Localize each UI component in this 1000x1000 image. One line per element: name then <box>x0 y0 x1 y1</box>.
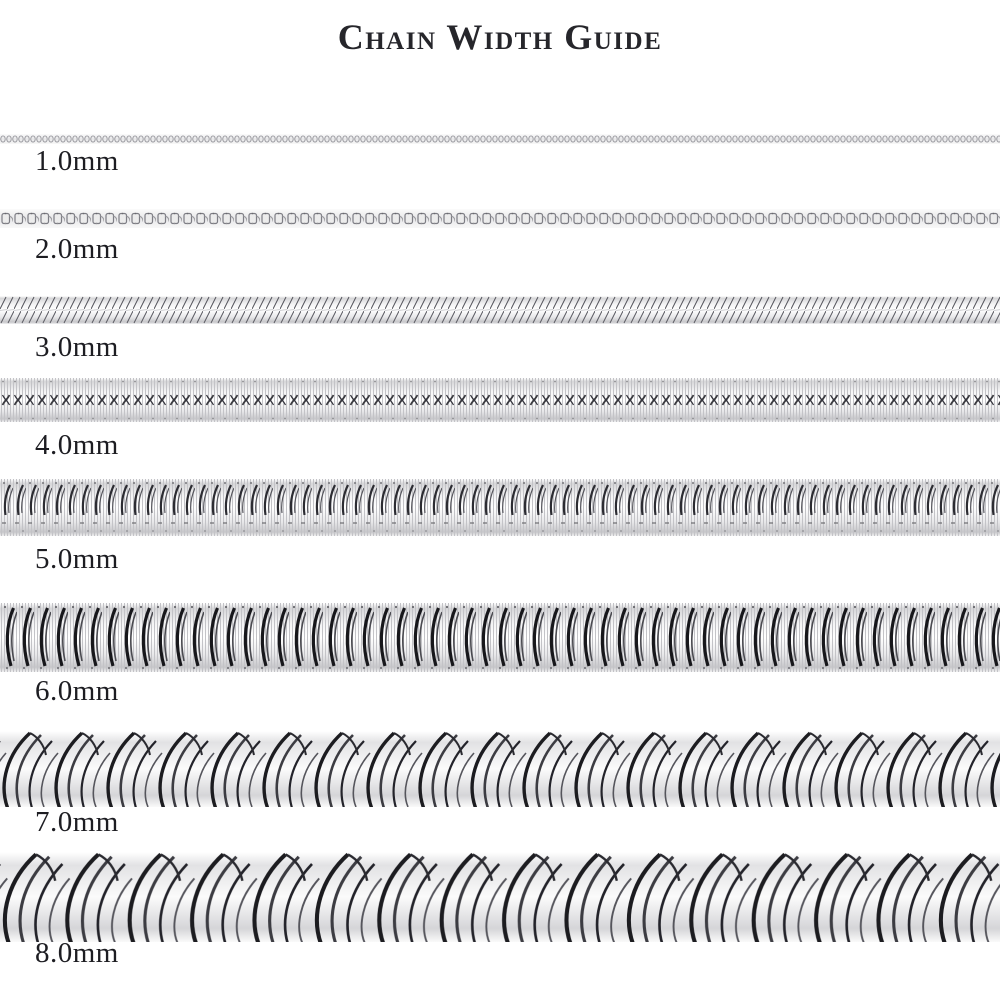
chain-image-box-2mm <box>0 209 1000 228</box>
chain-row-7mm <box>0 731 1000 839</box>
chain-row-5mm <box>0 479 1000 576</box>
chain-width-label-2mm: 2.0mm <box>35 233 119 265</box>
chain-image-fine-cable-1mm <box>0 134 1000 144</box>
chain-image-rope-8mm <box>0 852 1000 942</box>
chain-row-4mm <box>0 378 1000 462</box>
chain-row-3mm <box>0 296 1000 364</box>
chain-width-label-3mm: 3.0mm <box>35 331 119 363</box>
chain-width-label-7mm: 7.0mm <box>35 806 119 838</box>
page-title: Chain Width Guide <box>337 17 663 57</box>
chain-image-snake-6mm <box>0 603 1000 672</box>
chain-image-snake-3mm <box>0 296 1000 324</box>
chain-image-snake-5mm <box>0 479 1000 536</box>
chain-image-snake-4mm <box>0 378 1000 422</box>
chain-row-1mm <box>0 134 1000 178</box>
chain-width-label-1mm: 1.0mm <box>35 145 119 177</box>
chain-width-label-6mm: 6.0mm <box>35 675 119 707</box>
chain-width-label-8mm: 8.0mm <box>35 937 119 969</box>
chain-row-8mm <box>0 852 1000 970</box>
chain-row-2mm <box>0 209 1000 266</box>
chain-image-rope-7mm <box>0 731 1000 807</box>
chain-width-label-5mm: 5.0mm <box>35 543 119 575</box>
chain-width-label-4mm: 4.0mm <box>35 429 119 461</box>
chain-row-6mm <box>0 603 1000 708</box>
